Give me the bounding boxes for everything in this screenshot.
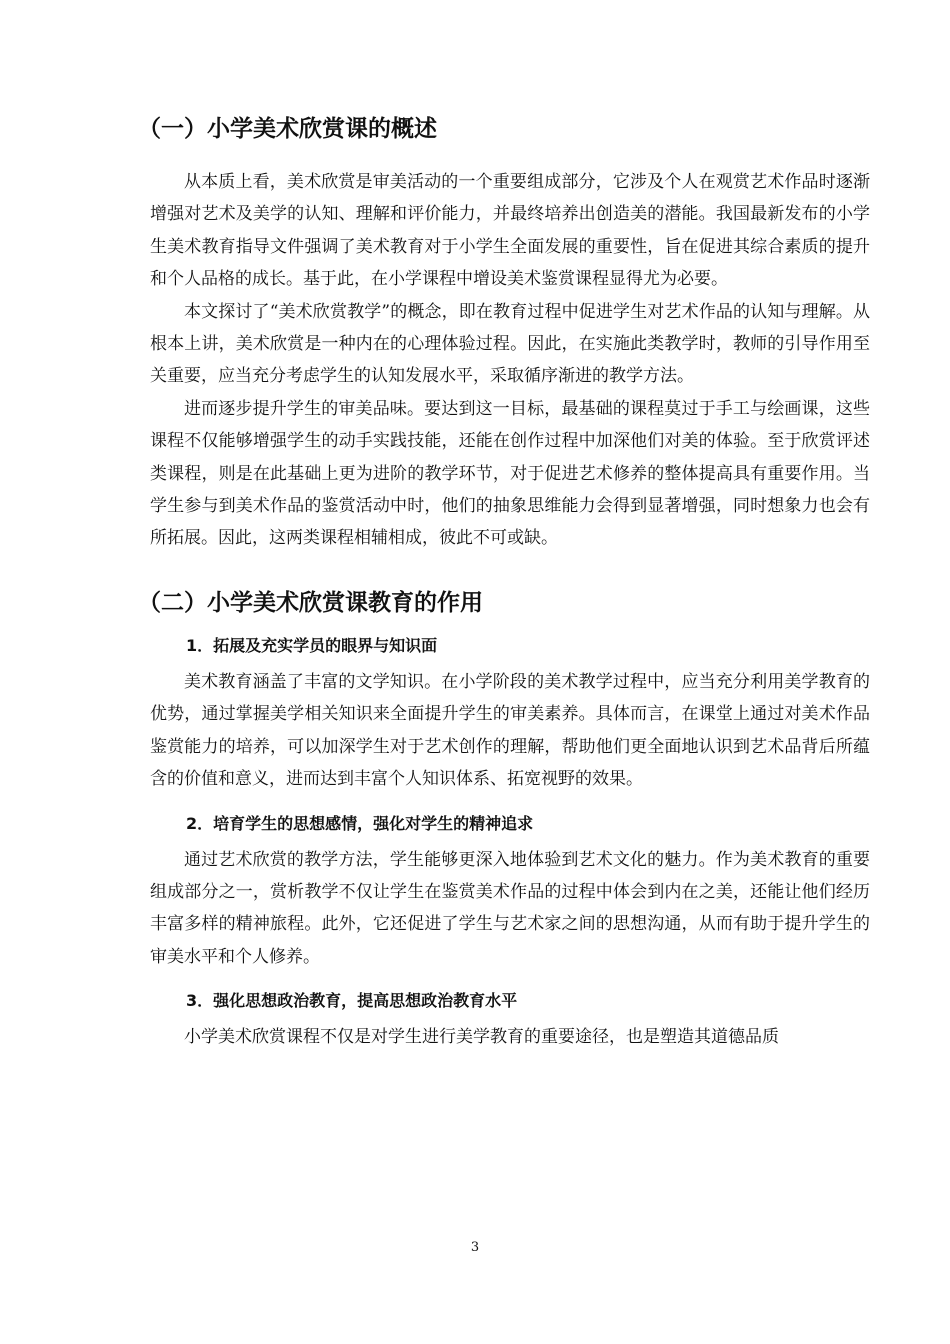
subsection-paragraph-1: 美术教育涵盖了丰富的文学知识。在小学阶段的美术教学过程中，应当充分利用美学教育的优势，通过掌握美学相关知识来全面提升学生的审美素养。具体而言，在课堂上通过对美术作品鉴赏能力的培养，可以加深学生对于艺术创作的理解，帮助他们更全面地认识到艺术品背后所蕴含的价值和意义，进而达到丰富个人知识体系、拓宽视野的效果。	[150, 671, 870, 790]
subsection-heading-2: 2．培育学生的思想感情，强化对学生的精神追求	[186, 813, 534, 833]
subsection-paragraph-3: 小学美术欣赏课程不仅是对学生进行美学教育的重要途径，也是塑造其道德品质	[184, 1027, 779, 1048]
overview-paragraph-2: 本文探讨了“美术欣赏教学”的概念，即在教育过程中促进学生对艺术作品的认知与理解。从根本上讲，美术欣赏是一种内在的心理体验过程。因此，在实施此类教学时，教师的引导作用至关重要，应当充分考虑学生的认知发展水平，采取循序渐进的教学方法。	[150, 301, 870, 387]
subsection-heading-1: 1．拓展及充实学员的眼界与知识面	[186, 635, 438, 655]
subsection-heading-3: 3．强化思想政治教育，提高思想政治教育水平	[186, 991, 518, 1011]
overview-paragraph-3: 进而逐步提升学生的审美品味。要达到这一目标，最基础的课程莫过于手工与绘画课，这些课程不仅能够增强学生的动手实践技能，还能在创作过程中加深他们对美的体验。至于欣赏评述类课程，则是在此基础上更为进阶的教学环节，对于促进艺术修养的整体提高具有重要作用。当学生参与到美术作品的鉴赏活动中时，他们的抽象思维能力会得到显著增强，同时想象力也会有所拓展。因此，这两类课程相辅相成，彼此不可或缺。	[150, 398, 870, 549]
section-heading-role: （二）小学美术欣赏课教育的作用	[138, 589, 483, 616]
section-heading-overview: （一）小学美术欣赏课的概述	[138, 116, 437, 142]
page-number: 3	[470, 1240, 480, 1255]
page-content	[138, 112, 870, 1054]
overview-paragraph-1: 从本质上看，美术欣赏是审美活动的一个重要组成部分，它涉及个人在观赏艺术作品时逐渐增强对艺术及美学的认知、理解和评价能力，并最终培养出创造美的潜能。我国最新发布的小学生美术教育指导文件强调了美术教育对于小学生全面发展的重要性，旨在促进其综合素质的提升和个人品格的成长。基于此，在小学课程中增设美术鉴赏课程显得尤为必要。	[150, 172, 870, 290]
subsection-paragraph-2: 通过艺术欣赏的教学方法，学生能够更深入地体验到艺术文化的魅力。作为美术教育的重要组成部分之一，赏析教学不仅让学生在鉴赏美术作品的过程中体会到内在之美，还能让他们经历丰富多样的精神旅程。此外，它还促进了学生与艺术家之间的思想沟通，从而有助于提升学生的审美水平和个人修养。	[150, 849, 870, 967]
